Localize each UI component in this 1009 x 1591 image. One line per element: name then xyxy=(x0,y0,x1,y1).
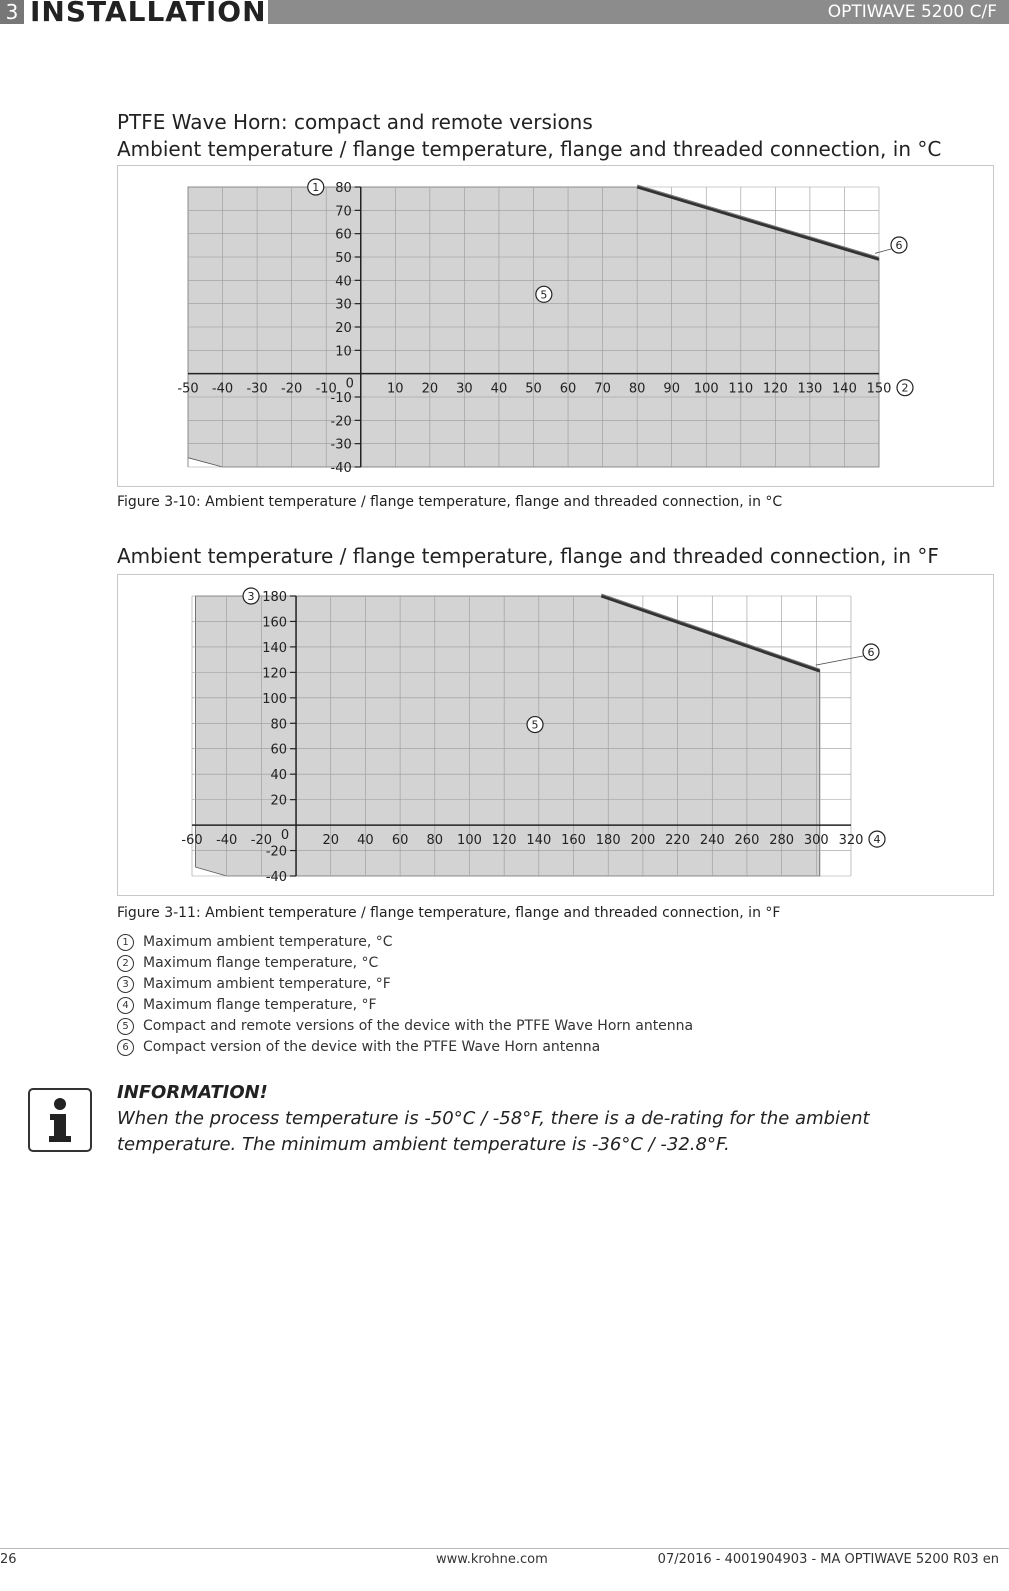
x-tick-label: 150 xyxy=(866,381,892,397)
callout-area-label: 5 xyxy=(531,718,539,732)
figure-caption-1: Figure 3-10: Ambient temperature / flange temperature, flange and threaded connection, in °C xyxy=(117,494,783,510)
x-tick-label: 200 xyxy=(630,833,656,849)
chart-fahrenheit-svg xyxy=(118,575,993,895)
x-tick-label: 50 xyxy=(525,381,542,397)
section-number: 3 xyxy=(0,0,24,24)
x-tick-label: 30 xyxy=(456,381,473,397)
y-tick-label: 180 xyxy=(262,590,288,605)
callout-line-label: 6 xyxy=(867,646,875,659)
callout-y-axis-label: 3 xyxy=(247,590,255,603)
x-tick-label: 60 xyxy=(559,381,577,397)
callout-x-axis-label: 2 xyxy=(901,381,909,395)
section-title: INSTALLATION xyxy=(30,0,267,28)
origin-label: 0 xyxy=(280,828,290,844)
x-tick-label: 280 xyxy=(769,833,795,849)
x-tick-label: 70 xyxy=(594,381,611,397)
chart1-title: Ambient temperature / flange temperature, flange and threaded connection, in °C xyxy=(117,137,942,161)
callout-x-axis-label: 4 xyxy=(873,833,881,847)
x-tick-label: -50 xyxy=(177,381,199,397)
y-tick-label: -10 xyxy=(330,391,352,406)
x-tick-label: 100 xyxy=(457,833,482,849)
y-tick-label: 40 xyxy=(270,768,288,784)
legend-item xyxy=(117,1016,917,1037)
x-tick-label: 40 xyxy=(357,833,374,849)
x-tick-label: -40 xyxy=(211,381,234,397)
x-tick-label: -20 xyxy=(281,381,303,397)
website-link[interactable]: www.krohne.com xyxy=(436,1552,548,1567)
x-tick-label: -10 xyxy=(315,381,337,397)
information-line-1: When the process temperature is -50°C / -58°F, there is a de-rating for the ambient xyxy=(117,1108,870,1129)
x-tick-label: 100 xyxy=(693,381,719,397)
x-tick-label: 320 xyxy=(838,833,864,849)
y-tick-label: -20 xyxy=(330,414,352,430)
x-tick-label: 10 xyxy=(387,381,404,397)
x-tick-label: 110 xyxy=(728,381,754,397)
legend-text: Maximum ambient temperature, °F xyxy=(143,976,391,992)
origin-label: 0 xyxy=(345,376,354,392)
x-tick-label: 260 xyxy=(734,833,760,849)
y-tick-label: 10 xyxy=(335,344,352,360)
legend-text: Compact version of the device with the PTFE Wave Horn antenna xyxy=(143,1039,601,1055)
legend-number: 5 xyxy=(117,1018,134,1035)
y-tick-label: 60 xyxy=(270,742,288,758)
y-tick-label: 100 xyxy=(262,691,288,707)
chart-celsius-svg xyxy=(118,166,993,486)
legend-text: Compact and remote versions of the device with the PTFE Wave Horn antenna xyxy=(143,1018,694,1034)
legend-item xyxy=(117,974,917,995)
x-tick-label: 90 xyxy=(663,381,680,397)
legend-number: 6 xyxy=(117,1039,134,1056)
legend-item xyxy=(117,953,917,974)
legend-item xyxy=(117,932,917,953)
y-tick-label: 70 xyxy=(335,204,352,220)
callout-y-axis-label: 1 xyxy=(312,181,320,194)
y-tick-label: -30 xyxy=(330,437,352,453)
legend-text: Maximum ambient temperature, °C xyxy=(143,934,393,950)
x-tick-label: 80 xyxy=(426,833,444,849)
y-tick-label: 20 xyxy=(335,321,352,336)
x-tick-label: 180 xyxy=(595,833,621,849)
y-tick-label: 160 xyxy=(262,615,288,631)
legend-item xyxy=(117,995,917,1016)
x-tick-label: -30 xyxy=(246,381,268,397)
product-name: OPTIWAVE 5200 C/F xyxy=(827,2,997,22)
legend xyxy=(117,932,917,1058)
y-tick-label: -20 xyxy=(265,844,288,860)
x-tick-label: 120 xyxy=(491,833,517,849)
information-title: INFORMATION! xyxy=(117,1082,268,1103)
chart-fahrenheit xyxy=(117,574,994,896)
legend-number: 4 xyxy=(117,997,134,1014)
page-number: 26 xyxy=(0,1552,17,1567)
legend-number: 2 xyxy=(117,955,134,972)
information-note xyxy=(117,1080,977,1158)
x-tick-label: 140 xyxy=(526,833,552,849)
x-tick-label: 240 xyxy=(699,833,725,849)
page-header xyxy=(0,0,1009,28)
x-tick-label: 120 xyxy=(762,381,788,397)
information-line-2: temperature. The minimum ambient temperature is -36°C / -32.8°F. xyxy=(117,1134,730,1155)
legend-text: Maximum flange temperature, °C xyxy=(143,955,379,971)
chart-celsius xyxy=(117,165,994,487)
callout-line-label: 6 xyxy=(895,239,903,252)
chart2-title: Ambient temperature / flange temperature, flange and threaded connection, in °F xyxy=(117,544,939,568)
x-tick-label: 60 xyxy=(391,833,409,849)
legend-text: Maximum flange temperature, °F xyxy=(143,997,377,1013)
y-tick-label: 20 xyxy=(270,793,288,809)
legend-number: 1 xyxy=(117,934,134,951)
y-tick-label: 80 xyxy=(270,717,288,733)
header-bar xyxy=(268,0,1009,24)
y-tick-label: 30 xyxy=(335,297,352,313)
y-tick-label: 50 xyxy=(335,251,352,266)
y-tick-label: -40 xyxy=(330,461,352,476)
x-tick-label: 20 xyxy=(421,381,439,397)
information-icon xyxy=(28,1088,92,1152)
x-tick-label: 300 xyxy=(803,833,829,849)
callout-line-leader xyxy=(875,249,891,253)
legend-item xyxy=(117,1037,917,1058)
document-reference: 07/2016 - 4001904903 - MA OPTIWAVE 5200 R03 en xyxy=(657,1552,999,1567)
x-tick-label: -20 xyxy=(250,833,272,849)
x-tick-label: 140 xyxy=(832,381,857,397)
callout-line-leader xyxy=(816,656,863,665)
x-tick-label: 40 xyxy=(490,381,508,397)
x-tick-label: 20 xyxy=(322,833,340,849)
page-footer xyxy=(0,1548,1009,1591)
y-tick-label: 60 xyxy=(335,227,352,243)
footer-rule xyxy=(0,1548,1009,1549)
x-tick-label: 80 xyxy=(628,381,646,397)
main-title: PTFE Wave Horn: compact and remote versions xyxy=(117,110,593,134)
y-tick-label: 40 xyxy=(335,274,352,290)
y-tick-label: 80 xyxy=(335,181,352,196)
x-tick-label: -40 xyxy=(216,833,238,849)
x-tick-label: 160 xyxy=(561,833,586,849)
y-tick-label: -40 xyxy=(265,870,288,885)
callout-area-label: 5 xyxy=(540,288,548,302)
x-tick-label: 130 xyxy=(797,381,823,397)
y-tick-label: 140 xyxy=(262,640,288,656)
x-tick-label: 220 xyxy=(665,833,690,849)
x-tick-label: -60 xyxy=(181,833,203,849)
y-tick-label: 120 xyxy=(262,666,288,682)
legend-number: 3 xyxy=(117,976,134,993)
figure-caption-2: Figure 3-11: Ambient temperature / flange temperature, flange and threaded connection, in °F xyxy=(117,905,781,921)
